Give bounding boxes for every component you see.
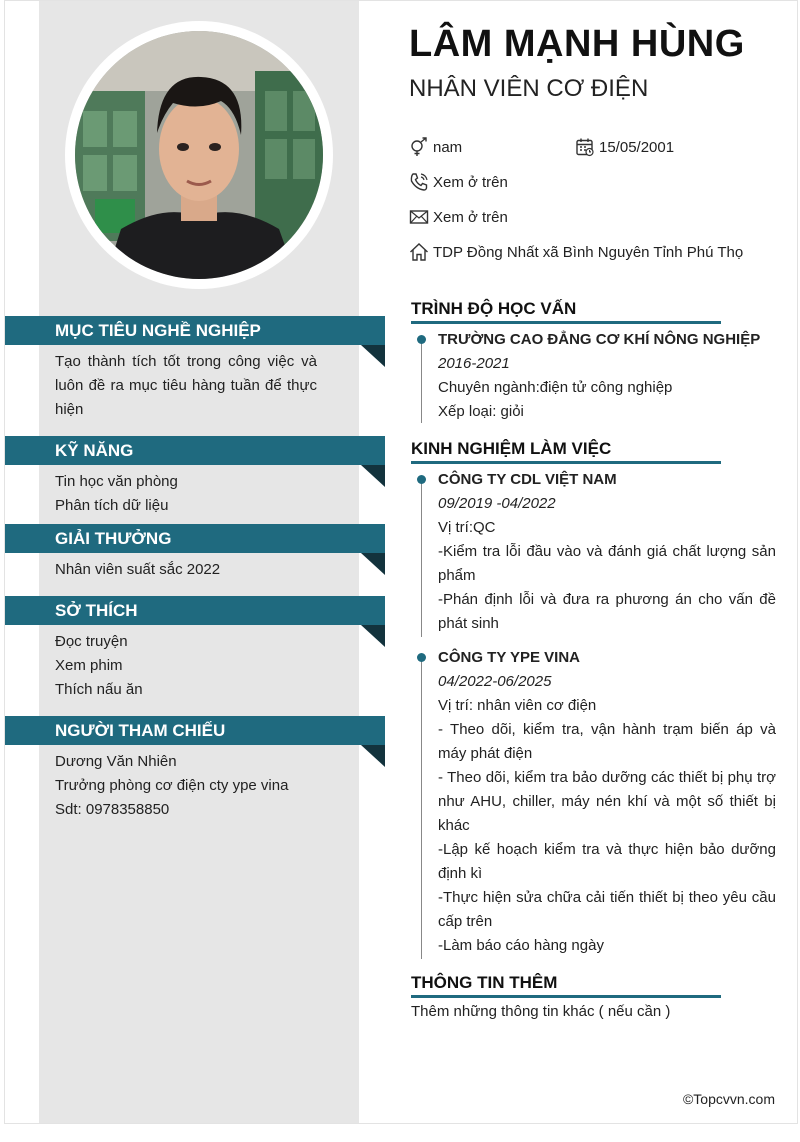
envelope-icon: [409, 207, 429, 227]
experience-timeline-dot: [417, 475, 426, 484]
objective-heading: MỤC TIÊU NGHỀ NGHIỆP: [5, 316, 385, 345]
candidate-name: LÂM MẠNH HÙNG: [409, 23, 745, 65]
gender-value: nam: [433, 138, 463, 156]
skill-item: Phân tích dữ liệu: [55, 497, 169, 514]
education-entry: [438, 328, 776, 424]
experience-heading: KINH NGHIỆM LÀM VIỆC: [411, 439, 721, 464]
job-title: NHÂN VIÊN CƠ ĐIỆN: [409, 75, 649, 102]
job-task: -Lập kế hoạch kiểm tra và thực hiện bảo dưỡng định kì: [438, 841, 776, 882]
avatar-photo-illustration: [75, 31, 323, 279]
phone-info: [409, 172, 508, 192]
skill-item: Tin học văn phòng: [55, 473, 178, 490]
education-grade: Xếp loại: giỏi: [438, 403, 524, 420]
school-name: TRƯỜNG CAO ĐẲNG CƠ KHÍ NÔNG NGHIỆP: [438, 331, 761, 348]
education-major: Chuyên ngành:điện tử công nghiệp: [438, 379, 673, 396]
objective-fold-decoration: [361, 345, 385, 367]
award-item: Nhân viên suất sắc 2022: [55, 561, 221, 578]
job-position: Vị trí:QC: [438, 519, 496, 536]
hobby-item: Đọc truyện: [55, 633, 128, 650]
address-value: TDP Đồng Nhất xã Bình Nguyên Tỉnh Phú Thọ: [433, 243, 744, 261]
reference-name: Dương Văn Nhiên: [55, 753, 177, 770]
birthday-value: 15/05/2001: [599, 138, 675, 156]
phone-icon: [409, 172, 429, 192]
reference-phone: Sdt: 0978358850: [55, 801, 170, 818]
job-task: - Theo dõi, kiểm tra, vận hành trạm biến áp và máy phát điện: [438, 721, 776, 762]
hobbies-section: [55, 630, 317, 702]
skills-heading: KỸ NĂNG: [5, 436, 385, 465]
experience-timeline-line: [421, 657, 422, 959]
job-entry: [438, 468, 776, 636]
additional-info-heading: THÔNG TIN THÊM: [411, 973, 721, 998]
awards-section: [55, 558, 317, 582]
skills-fold-decoration: [361, 465, 385, 487]
reference-position: Trưởng phòng cơ điện cty ype vina: [55, 777, 289, 794]
home-icon: [409, 242, 429, 262]
company-name: CÔNG TY YPE VINA: [438, 649, 580, 666]
awards-heading: GIẢI THƯỞNG: [5, 524, 385, 553]
job-task: -Làm báo cáo hàng ngày: [438, 937, 604, 954]
gender-info: [409, 137, 462, 157]
job-entry: [438, 646, 776, 958]
awards-fold-decoration: [361, 553, 385, 575]
skills-section: [55, 470, 317, 518]
education-period: 2016-2021: [438, 355, 510, 372]
job-task: -Thực hiện sửa chữa cải tiến thiết bị theo yêu cầu cấp trên: [438, 889, 776, 930]
company-name: CÔNG TY CDL VIỆT NAM: [438, 471, 617, 488]
avatar: [75, 31, 323, 279]
calendar-icon: [575, 137, 595, 157]
job-task: -Kiểm tra lỗi đầu vào và đánh giá chất lượng sản phẩm: [438, 543, 776, 584]
email-info: [409, 207, 508, 227]
address-info: [409, 242, 743, 262]
cv-page: [4, 0, 798, 1124]
education-timeline-dot: [417, 335, 426, 344]
hobbies-heading: SỞ THÍCH: [5, 596, 385, 625]
job-period: 04/2022-06/2025: [438, 673, 552, 690]
job-task: - Theo dõi, kiểm tra bảo dưỡng các thiết bị phụ trợ như AHU, chiller, máy nén khí và một số thiết bị khác: [438, 769, 776, 834]
avatar-frame: [65, 21, 333, 289]
birthday-info: [575, 137, 674, 157]
hobby-item: Xem phim: [55, 657, 123, 674]
experience-timeline-line: [421, 479, 422, 637]
gender-icon: [409, 137, 429, 157]
education-heading: TRÌNH ĐỘ HỌC VẤN: [411, 299, 721, 324]
experience-timeline-dot: [417, 653, 426, 662]
job-position: Vị trí: nhân viên cơ điện: [438, 697, 597, 714]
objective-section: [55, 350, 317, 422]
hobbies-fold-decoration: [361, 625, 385, 647]
email-value: Xem ở trên: [433, 208, 508, 226]
footer-credit: ©Topcvvn.com: [682, 1091, 775, 1107]
phone-value: Xem ở trên: [433, 173, 508, 191]
objective-text: Tạo thành tích tốt trong công việc và luôn đề ra mục tiêu hàng tuần để thực hiện: [55, 353, 317, 418]
additional-info-text: Thêm những thông tin khác ( nếu cần ): [411, 1003, 671, 1020]
references-fold-decoration: [361, 745, 385, 767]
references-heading: NGƯỜI THAM CHIẾU: [5, 716, 385, 745]
references-section: [55, 750, 317, 822]
education-timeline-line: [421, 339, 422, 423]
hobby-item: Thích nấu ăn: [55, 681, 143, 698]
job-period: 09/2019 -04/2022: [438, 495, 556, 512]
job-task: -Phán định lỗi và đưa ra phương án cho vấn đề phát sinh: [438, 591, 776, 632]
